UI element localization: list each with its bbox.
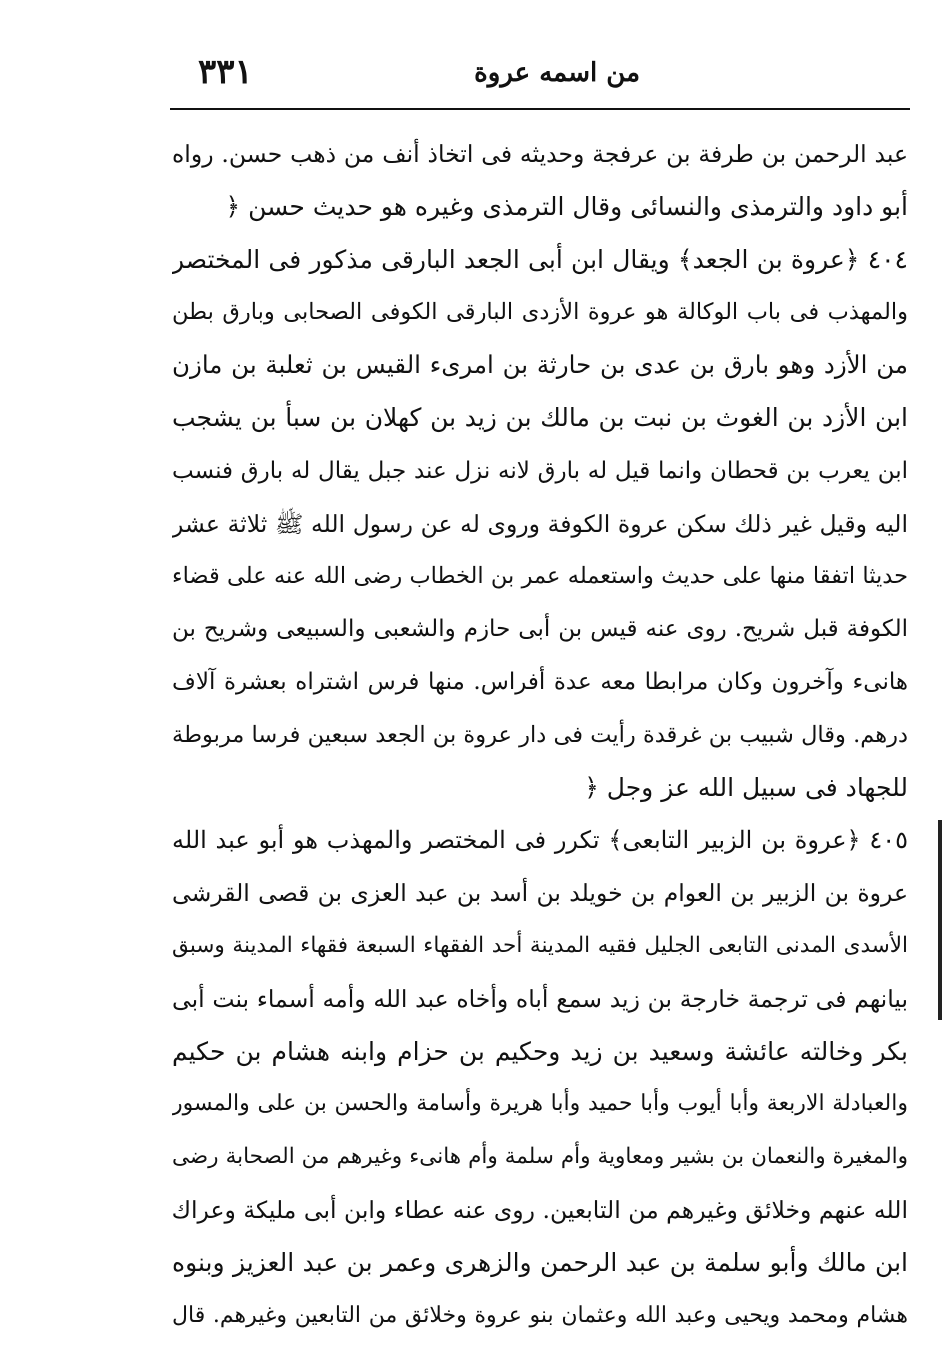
text-line: ابن مالك وأبو سلمة بن عبد الرحمن والزهرى وعمر بن عبد العزيز وبنوه: [172, 1247, 908, 1277]
text-line: عروة بن الزبير بن العوام بن خويلد بن أسد بن عبد العزى بن قصى القرشى: [172, 879, 908, 908]
running-head: من اسمه عروة: [474, 58, 640, 88]
text-line: حديثا اتفقا منها على حديث واستعمله عمر بن الخطاب رضى الله عنه على قضاء: [172, 563, 908, 590]
text-line: ابن يعرب بن قحطان وانما قيل له بارق لانه نزل عند جبل يقال له بارق فنسب: [172, 457, 908, 484]
text-line: هشام ومحمد ويحيى وعبد الله وعثمان بنو عروة وخلائق من التابعين وغيرهم. قال: [172, 1302, 908, 1328]
scan-edge-mark: [938, 820, 942, 1020]
text-line: بيانهم فى ترجمة خارجة بن زيد سمع أباه وأخاه عبد الله وأمه أسماء بنت أبى: [172, 984, 908, 1013]
text-line: الكوفة قبل شريح. روى عنه قيس بن أبى حازم والشعبى والسبيعى وشريح بن: [172, 616, 908, 643]
text-line: عبد الرحمن بن طرفة بن عرفجة وحديثه فى اتخاذ أنف من ذهب حسن. رواه: [172, 140, 908, 168]
text-line: هانىء وآخرون وكان مرابطا معه عدة أفراس. منها فرس اشتراه بعشرة آلاف: [172, 668, 908, 695]
text-line: اليه وقيل غير ذلك سكن عروة الكوفة وروى له عن رسول الله ﷺ ثلاثة عشر: [172, 509, 908, 538]
header-rule: [170, 108, 910, 110]
page-number: ٣٣١: [198, 52, 253, 92]
page-header: [168, 48, 910, 106]
text-line: والمغيرة والنعمان بن بشير ومعاوية وأم سلمة وأم هانىء وغيرهم من الصحابة رضى: [172, 1144, 908, 1170]
entry-405-heading-line: ٤٠٥ ﴿عروة بن الزبير التابعى﴾ تكرر فى المختصر والمهذب هو أبو عبد الله: [172, 826, 908, 855]
text-line: من الأزد وهو بارق بن عدى بن حارثة بن امرىء القيس بن ثعلبة بن مازن: [172, 350, 908, 380]
body-text: [172, 128, 908, 1342]
entry-404-heading-line: ٤٠٤ ﴿عروة بن الجعد﴾ ويقال ابن أبى الجعد البارقى مذكور فى المختصر: [172, 244, 908, 274]
text-line: والمهذب فى باب الوكالة هو عروة الأزدى البارقى الكوفى الصحابى وبارق بطن: [172, 299, 908, 326]
text-line: أبو داود والترمذى والنسائى وقال الترمذى وغيره هو حديث حسن ﴿: [225, 191, 908, 221]
text-line: للجهاد فى سبيل الله عز وجل ﴿: [584, 772, 908, 802]
text-line: بكر وخالته عائشة وسعيد بن زيد وحكيم بن حزام وابنه هشام بن حكيم: [172, 1036, 908, 1066]
text-line: ابن الأزد بن الغوث بن نبت بن مالك بن زيد بن كهلان بن سبأ بن يشجب: [172, 402, 908, 432]
text-line: درهم. وقال شبيب بن غرقدة رأيت فى دار عروة بن الجعد سبعين فرسا مربوطة: [172, 721, 908, 748]
text-line: والعبادلة الاربعة وأبا أيوب وأبا حميد وأبا هريرة وأسامة والحسن بن على والمسور: [172, 1091, 908, 1117]
text-line: الله عنهم وخلائق وغيرهم من التابعين. روى عنه عطاء وابن أبى مليكة وعراك: [172, 1195, 908, 1224]
text-line: الأسدى المدنى التابعى الجليل فقيه المدينة أحد الفقهاء السبعة فقهاء المدينة وسبق: [172, 932, 908, 958]
